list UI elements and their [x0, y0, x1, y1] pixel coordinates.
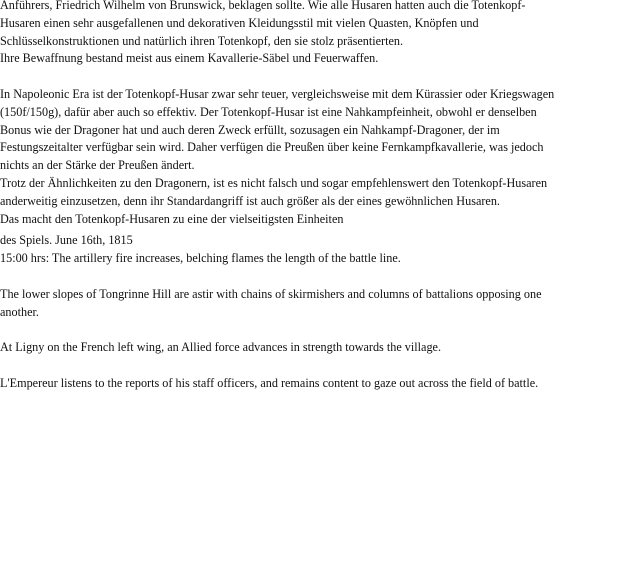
paragraph-spacer — [0, 68, 560, 86]
paragraph-artillery: 15:00 hrs: The artillery fire increases, belching flames the length of the battle line. — [0, 251, 401, 266]
paragraph-similarities: Trotz der Ähnlichkeiten zu den Dragonern, ist es nicht falsch und sogar empfehlenswert den Totenkopf-Husaren anderweitig einzusetzen, denn ihr Standardangriff ist auch größer als der eines gewöhnlichen Husaren. — [0, 175, 548, 208]
paragraph-tongrinne-hill: The lower slopes of Tongrinne Hill are astir with chains of skirmishers and columns of battalions opposing one another. — [0, 286, 542, 319]
paragraph-spacer — [0, 321, 560, 339]
paragraph-versatility: Das macht den Totenkopf-Husaren zu eine der vielseitigsten Einheiten — [0, 211, 344, 226]
paragraph-spacer — [0, 268, 560, 286]
paragraph-armament: Ihre Bewaffnung bestand meist aus einem Kavallerie-Säbel und Feuerwaffen. — [0, 51, 379, 66]
paragraph-spacer — [0, 357, 560, 375]
paragraph-empereur: L'Empereur listens to the reports of his staff officers, and remains content to gaze out across the field of battle. — [0, 375, 539, 390]
paragraph-napoleonic-era: In Napoleonic Era ist der Totenkopf-Husar zwar sehr teuer, vergleichsweise mit dem Kürassier oder Kriegswagen (150f/150g), dafür aber auch so effektiv. Der Totenkopf-Husar ist eine Nahkampfeinheit, obwohl er denselben Bonus wie der Dragoner hat und auch deren Zweck erfüllt, sozusagen ein Nahkampf-Dragoner, der im Festungszeitalter verfügbar sein wird. Daher verfügen die Preußen über keine Fernkampfkavallerie, was jedoch nichts an der Stärke der Preußen ändert. — [0, 86, 555, 173]
paragraph-uniform: Anführers, Friedrich Wilhelm von Brunswick, beklagen sollte. Wie alle Husaren hatten auch die Totenkopf-Husaren einen sehr ausgefallenen und dekorativen Kleidungsstil mit vielen Quasten, Knöpfen und Schlüsselkonstruktionen und natürlich ihren Totenkopf, den sie stolz präsentierten. — [0, 0, 526, 48]
paragraph-ligny: At Ligny on the French left wing, an Allied force advances in strength towards the village. — [0, 340, 441, 355]
paragraph-date: des Spiels. June 16th, 1815 — [0, 233, 133, 248]
